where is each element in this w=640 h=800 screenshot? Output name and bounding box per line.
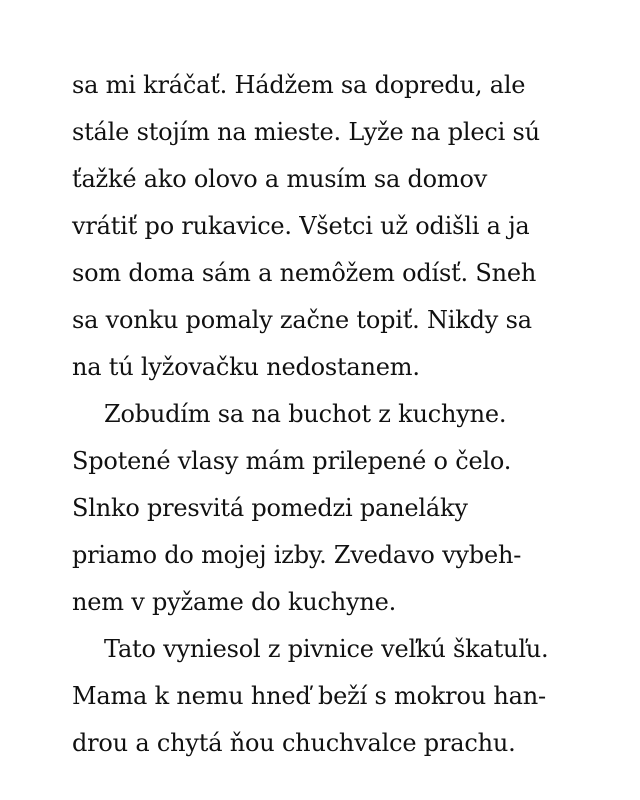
paragraph-start-line: Tato vyniesol z pivnice veľkú škatuľu. bbox=[104, 635, 549, 663]
paragraph-start-line: Zobudím sa na buchot z kuchyne. bbox=[104, 400, 507, 428]
text-line: na tú lyžovačku nedostanem. bbox=[72, 353, 420, 381]
text-line: ťažké ako olovo a musím sa domov bbox=[72, 165, 488, 193]
text-line: stále stojím na mieste. Lyže na pleci sú bbox=[72, 118, 540, 146]
text-line: nem v pyžame do kuchyne. bbox=[72, 588, 397, 616]
text-line: Mama k nemu hneď beží s mokrou han- bbox=[72, 682, 546, 710]
body-text bbox=[72, 62, 592, 767]
text-line: drou a chytá ňou chuchvalce prachu. bbox=[72, 729, 516, 757]
text-line: vrátiť po rukavice. Všetci už odišli a ja bbox=[72, 212, 530, 240]
text-line: sa vonku pomaly začne topiť. Nikdy sa bbox=[72, 306, 532, 334]
text-line: Spotené vlasy mám prilepené o čelo. bbox=[72, 447, 512, 475]
text-line: sa mi kráčať. Hádžem sa dopredu, ale bbox=[72, 71, 526, 99]
text-line: som doma sám a nemôžem odísť. Sneh bbox=[72, 259, 537, 287]
text-line: Slnko presvitá pomedzi paneláky bbox=[72, 494, 468, 522]
text-line: priamo do mojej izby. Zvedavo vybeh- bbox=[72, 541, 522, 569]
